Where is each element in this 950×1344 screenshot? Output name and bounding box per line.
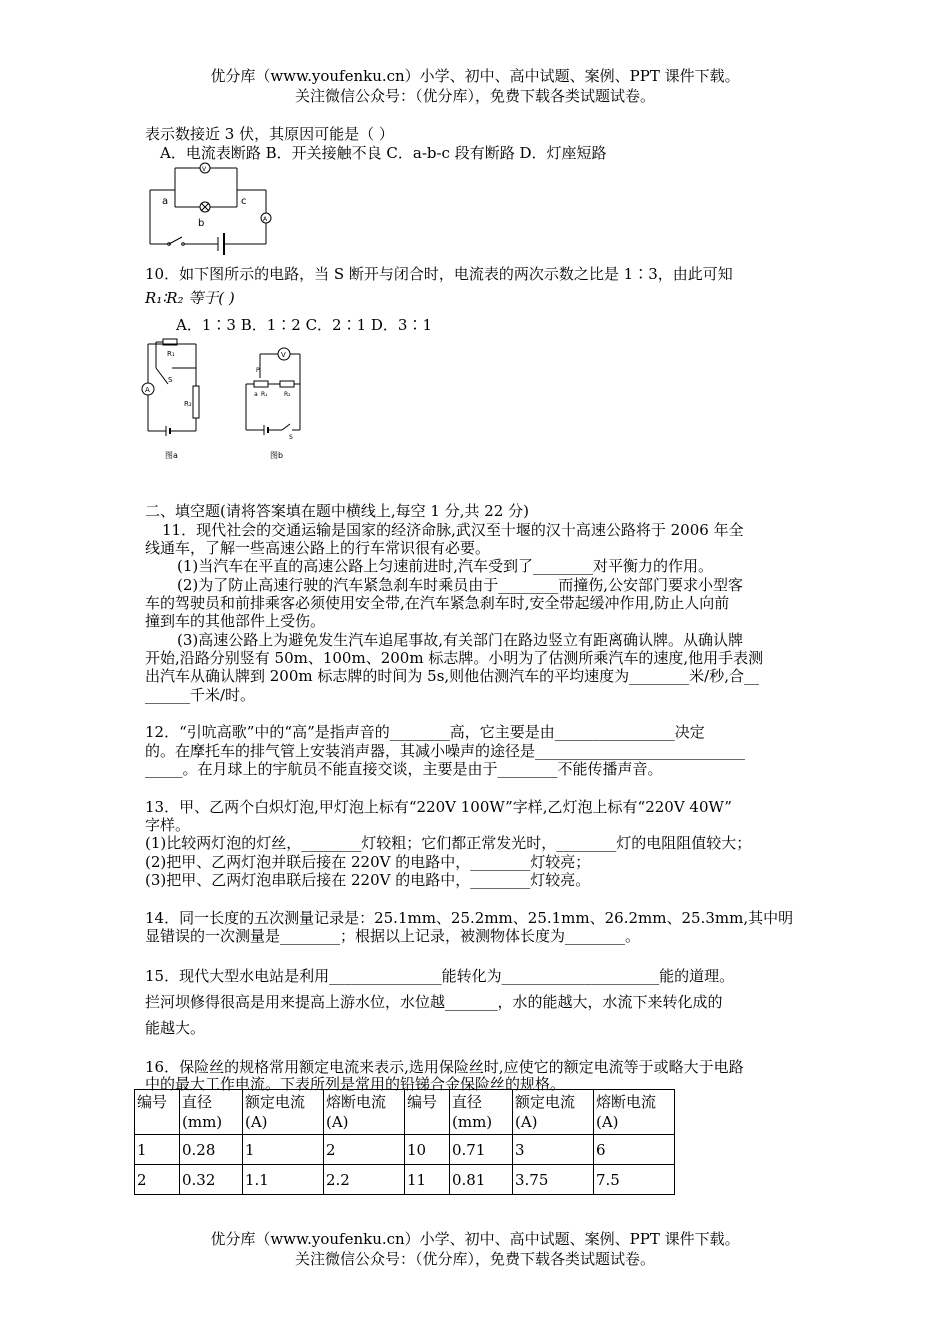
q11-line-10: ______千米/时。 <box>145 686 256 704</box>
table-cell: 0.71 <box>450 1135 513 1165</box>
table-cell: 0.81 <box>450 1165 513 1195</box>
q10-figure-a-caption: 图a <box>165 451 178 460</box>
q16-line-2: 中的最大工作电流。下表所列是常用的铅锑合金保险丝的规格。 <box>145 1075 566 1093</box>
q11-line-4: (2)为了防止高速行驶的汽车紧急刹车时乘员由于________而撞伤,公安部门要求小型客 <box>177 576 744 594</box>
svg-text:S: S <box>289 434 293 441</box>
table-cell: 7.5 <box>594 1165 675 1195</box>
svg-text:R₁: R₁ <box>167 350 175 358</box>
q9-circuit-diagram <box>148 160 278 260</box>
table-header-cell: 熔断电流 (A) <box>594 1090 675 1135</box>
q10-stem: 10．如下图所示的电路，当 S 断开与闭合时，电流表的两次示数之比是 1∶3，由此可知 <box>145 265 733 283</box>
svg-text:R₂: R₂ <box>184 400 192 408</box>
table-cell: 2 <box>135 1165 180 1195</box>
q13-line-2: 字样。 <box>145 816 191 834</box>
footer-line-1: 优分库（www.youfenku.cn）小学、初中、高中试题、案例、PPT 课件下载。 <box>210 1230 740 1248</box>
header-line-1: 优分库（www.youfenku.cn）小学、初中、高中试题、案例、PPT 课件下载。 <box>210 67 740 85</box>
table-cell: 1 <box>243 1135 324 1165</box>
q14-line-2: 显错误的一次测量是________；根据以上记录，被测物体长度为________。 <box>145 927 641 945</box>
table-header-cell: 直径 (mm) <box>450 1090 513 1135</box>
table-header-cell: 直径 (mm) <box>180 1090 243 1135</box>
svg-text:V: V <box>202 166 207 173</box>
table-header-cell: 编号 <box>135 1090 180 1135</box>
q11-line-1: 11．现代社会的交通运输是国家的经济命脉,武汉至十堰的汉十高速公路将于 2006 年全 <box>162 521 744 539</box>
q10-circuit-figure-a <box>138 336 208 464</box>
q12-line-3: _____。在月球上的宇航员不能直接交谈，主要是由于________不能传播声音。 <box>145 760 663 778</box>
svg-text:A: A <box>145 386 150 394</box>
table-row <box>135 1165 675 1195</box>
table-cell: 10 <box>405 1135 450 1165</box>
table-cell: 1.1 <box>243 1165 324 1195</box>
table-header-cell: 额定电流 (A) <box>243 1090 324 1135</box>
table-cell: 11 <box>405 1165 450 1195</box>
q11-line-2: 线通车，了解一些高速公路上的行车常识很有必要。 <box>145 539 491 557</box>
svg-text:R₂: R₂ <box>284 391 291 398</box>
q11-line-6: 撞到车的其他部件上受伤。 <box>145 612 326 630</box>
q11-line-9: 出汽车从确认牌到 200m 标志牌的时间为 5s,则他估测汽车的平均速度为________米/秒,合__ <box>145 667 759 685</box>
q10-figure-b-caption: 图b <box>270 451 284 460</box>
q9-label-a: a <box>162 196 169 207</box>
q13-line-4: (2)把甲、乙两灯泡并联后接在 220V 的电路中，________灯较亮； <box>145 853 591 871</box>
header-line-2: 关注微信公众号：（优分库），免费下载各类试题试卷。 <box>294 87 655 105</box>
q13-line-3: (1)比较两灯泡的灯丝，________灯较粗；它们都正常发光时，________灯的电阻阻值较大； <box>145 834 752 852</box>
q9-label-c: c <box>241 196 247 207</box>
svg-text:S: S <box>168 376 173 384</box>
q10-stem-2: R₁∶R₂ 等于( ) <box>145 289 235 307</box>
svg-text:R₁: R₁ <box>261 391 268 398</box>
q14-line-1: 14．同一长度的五次测量记录是：25.1mm、25.2mm、25.1mm、26.2mm、25.3mm,其中明 <box>145 909 794 927</box>
table-header-cell: 额定电流 (A) <box>513 1090 594 1135</box>
svg-text:A: A <box>263 216 268 223</box>
svg-text:P: P <box>256 367 260 374</box>
table-cell: 6 <box>594 1135 675 1165</box>
table-cell: 1 <box>135 1135 180 1165</box>
table-row <box>135 1135 675 1165</box>
q13-line-5: (3)把甲、乙两灯泡串联后接在 220V 的电路中，________灯较亮。 <box>145 871 591 889</box>
q11-line-8: 开始,沿路分别竖有 50m、100m、200m 标志牌。小明为了估测所乘汽车的速度,他用手表测 <box>145 649 764 667</box>
q9-stem-tail: 表示数接近 3 伏，其原因可能是（ ） <box>145 125 394 143</box>
table-header-cell: 熔断电流 (A) <box>324 1090 405 1135</box>
q10-options: A．1∶3 B．1∶2 C．2∶1 D．3∶1 <box>176 316 433 334</box>
table-cell: 2.2 <box>324 1165 405 1195</box>
fuse-spec-table <box>134 1089 675 1195</box>
q15-line-1: 15．现代大型水电站是利用_______________能转化为_____________________能的道理。 <box>145 967 735 985</box>
q11-line-3: (1)当汽车在平直的高速公路上匀速前进时,汽车受到了________对平衡力的作用。 <box>177 557 714 575</box>
table-header-row <box>135 1090 675 1135</box>
q9-options: A．电流表断路 B．开关接触不良 C．a-b-c 段有断路 D．灯座短路 <box>160 144 607 162</box>
table-cell: 3 <box>513 1135 594 1165</box>
q9-label-b: b <box>198 218 205 229</box>
q15-line-2: 拦河坝修得很高是用来提高上游水位，水位越_______，水的能越大，水流下来转化成的 <box>145 993 723 1011</box>
q15-line-3: 能越大。 <box>145 1019 206 1037</box>
footer-line-2: 关注微信公众号：（优分库），免费下载各类试题试卷。 <box>294 1250 655 1268</box>
section-2-title: 二、填空题(请将答案填在题中横线上,每空 1 分,共 22 分) <box>145 502 529 520</box>
q13-line-1: 13．甲、乙两个白炽灯泡,甲灯泡上标有“220V 100W”字样,乙灯泡上标有“220V 40W” <box>145 798 732 816</box>
svg-text:a: a <box>254 391 258 398</box>
svg-text:V: V <box>281 351 286 359</box>
q11-line-5: 车的驾驶员和前排乘客必须使用安全带,在汽车紧急刹车时,安全带起缓冲作用,防止人向前 <box>145 594 730 612</box>
q16-line-1: 16．保险丝的规格常用额定电流来表示,选用保险丝时,应使它的额定电流等于或略大于电路 <box>145 1058 744 1076</box>
q12-line-2: 的。在摩托车的排气管上安装消声器，其减小噪声的途径是____________________________ <box>145 742 746 760</box>
table-cell: 0.32 <box>180 1165 243 1195</box>
q10-circuit-figure-b <box>240 340 310 464</box>
table-cell: 0.28 <box>180 1135 243 1165</box>
q11-line-7: (3)高速公路上为避免发生汽车追尾事故,有关部门在路边竖立有距离确认牌。从确认牌 <box>177 631 744 649</box>
table-cell: 2 <box>324 1135 405 1165</box>
q12-line-1: 12．“引吭高歌”中的“高”是指声音的________高，它主要是由________________决定 <box>145 723 705 741</box>
table-cell: 3.75 <box>513 1165 594 1195</box>
table-header-cell: 编号 <box>405 1090 450 1135</box>
